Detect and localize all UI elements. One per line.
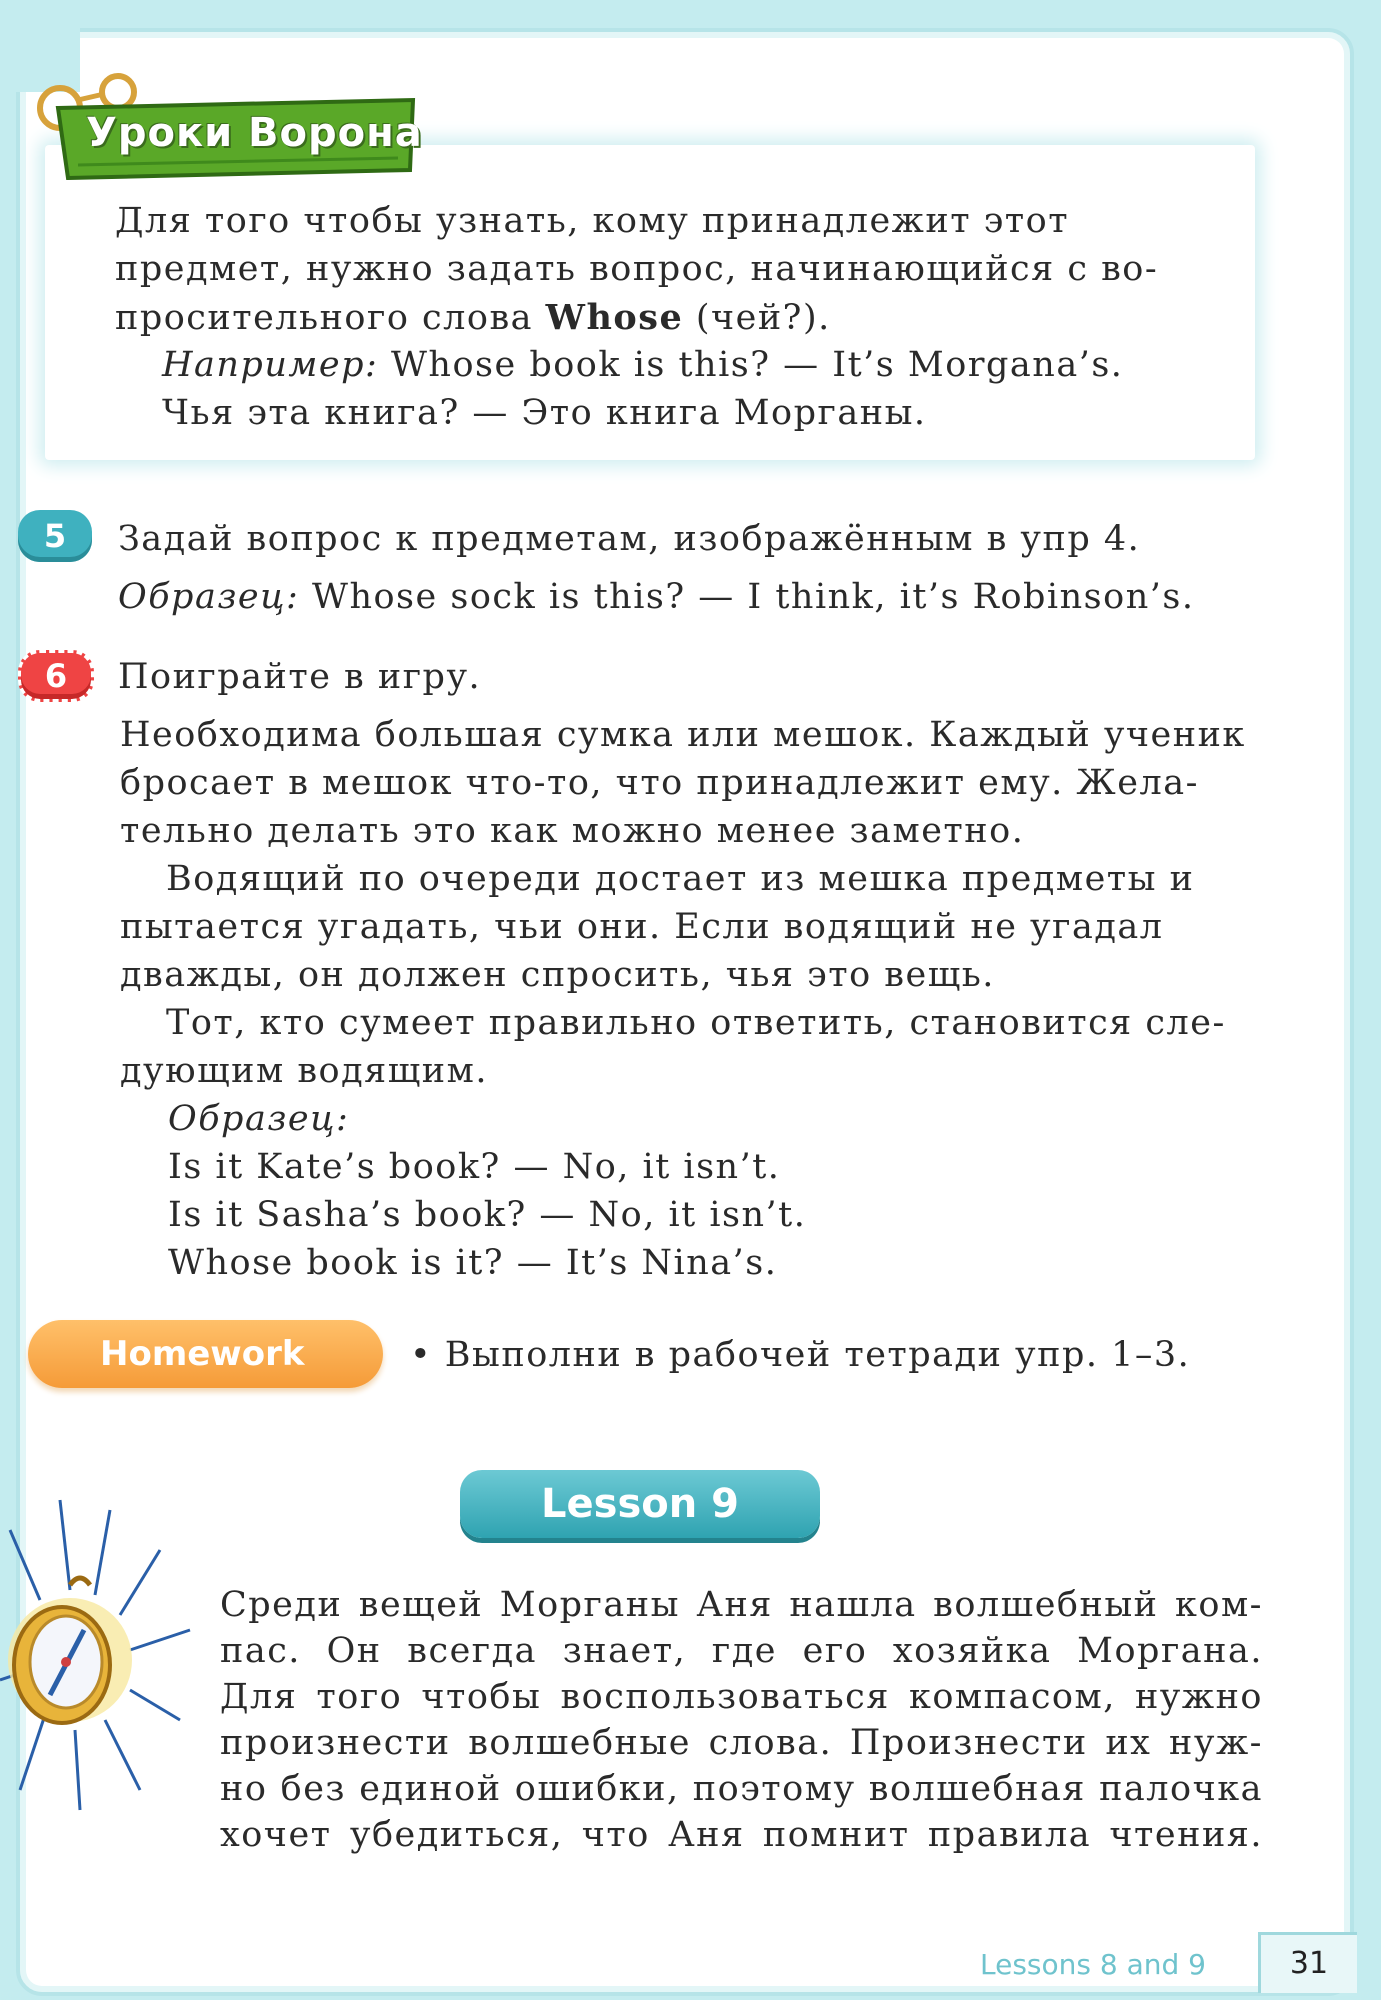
- homework-line: [410, 1332, 1381, 1379]
- homework-text: Выполни в рабочей тетради упр. 1–3.: [444, 1335, 1191, 1375]
- exercise-6-p1-line-1: Необходима большая сумка или мешок. Каждый ученик: [120, 715, 1246, 755]
- lesson-9-line-3: Для того чтобы воспользоваться компасом, нужно: [220, 1677, 1263, 1717]
- exercise-5-sample-text: Whose sock is this? — I think, it’s Robinson’s.: [299, 577, 1195, 617]
- lesson-9-line-6: хочет убедиться, что Аня помнит правила чтения.: [220, 1815, 1263, 1855]
- raven-example-label: Например:: [162, 345, 379, 385]
- raven-line-3-b: (чей?).: [683, 298, 831, 338]
- exercise-6-p2-line-1: Водящий по очереди достает из мешка предметы и: [166, 859, 1195, 899]
- exercise-6-sample-label: Образец:: [168, 1099, 350, 1139]
- exercise-6-badge: 6: [18, 650, 94, 702]
- lesson-9-badge: Lesson 9: [460, 1470, 820, 1538]
- raven-example-text: Whose book is this? — It’s Morgana’s.: [378, 345, 1124, 385]
- raven-line-2: предмет, нужно задать вопрос, начинающийся с во-: [115, 249, 1159, 289]
- exercise-6-task: Поиграйте в игру.: [118, 657, 482, 697]
- footer-lessons-label: Lessons 8 and 9: [980, 1948, 1206, 1981]
- homework-bullet: •: [410, 1335, 433, 1375]
- raven-sign-title: Уроки Ворона: [86, 110, 423, 156]
- exercise-5-sample: [118, 574, 1381, 621]
- exercise-5-sample-label: Образец:: [118, 577, 300, 617]
- exercise-6-p1-line-2: бросает в мешок что-то, что принадлежит ему. Жела-: [120, 763, 1199, 803]
- page-number: 31: [1258, 1932, 1357, 1993]
- lesson-9-line-2: пас. Он всегда знает, где его хозяйка Моргана.: [220, 1631, 1263, 1671]
- exercise-6-p3-line-1: Тот, кто сумеет правильно ответить, становится сле-: [166, 1003, 1226, 1043]
- raven-example-translation: Чья эта книга? — Это книга Морганы.: [162, 393, 927, 433]
- exercise-6-p1-line-3: тельно делать это как можно менее заметно.: [120, 811, 1025, 851]
- exercise-6-sample-line-3: Whose book is it? — It’s Nina’s.: [168, 1243, 778, 1283]
- exercise-6-p2-line-2: пытается угадать, чьи они. Если водящий не угадал: [120, 907, 1164, 947]
- exercise-5-task: Задай вопрос к предметам, изображённым в упр 4.: [118, 519, 1141, 559]
- lesson-9-line-1: Среди вещей Морганы Аня нашла волшебный ком-: [220, 1585, 1263, 1625]
- raven-example: [162, 342, 1381, 389]
- exercise-6-sample-line-1: Is it Kate’s book? — No, it isn’t.: [168, 1147, 781, 1187]
- raven-whose-bold: Whose: [545, 297, 684, 338]
- raven-line-3: [115, 294, 1381, 342]
- exercise-6-sample-line-2: Is it Sasha’s book? — No, it isn’t.: [168, 1195, 807, 1235]
- lesson-9-line-4: произнести волшебные слова. Произнести их нуж-: [220, 1723, 1263, 1763]
- exercise-5-badge: 5: [18, 510, 92, 562]
- raven-line-3-a: просительного слова: [115, 298, 546, 338]
- exercise-6-p2-line-3: дважды, он должен спросить, чья это вещь.: [120, 955, 995, 995]
- magic-compass-illustration: [0, 1490, 200, 1820]
- lesson-9-line-5: но без единой ошибки, поэтому волшебная палочка: [220, 1769, 1263, 1809]
- raven-line-1: Для того чтобы узнать, кому принадлежит этот: [115, 201, 1070, 241]
- exercise-6-p3-line-2: дующим водящим.: [120, 1051, 488, 1091]
- homework-badge: Homework: [28, 1320, 383, 1388]
